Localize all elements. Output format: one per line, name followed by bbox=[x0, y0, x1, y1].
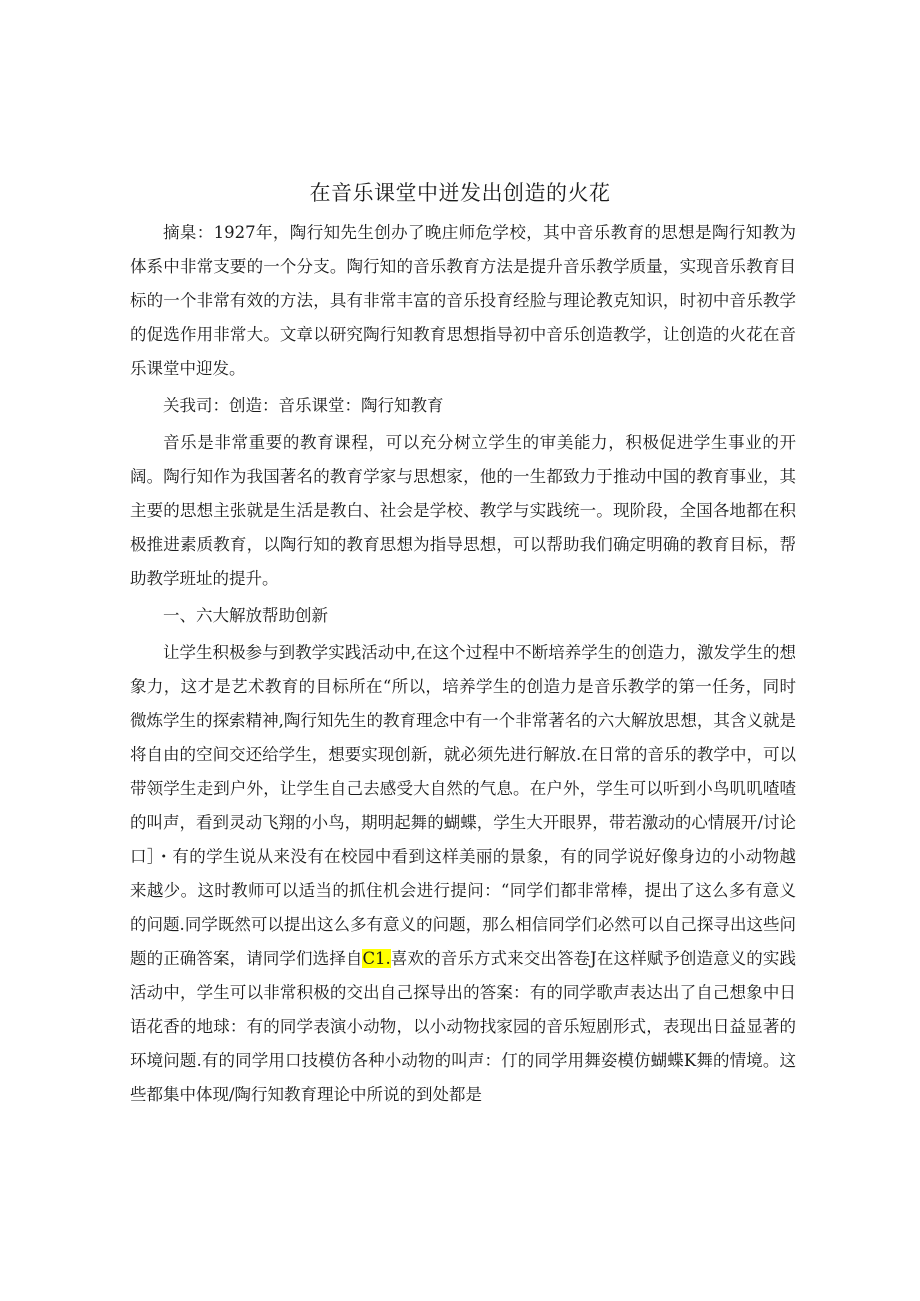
intro-paragraph: 音乐是非常重要的教育课程，可以充分树立学生的审美能力，积极促进学生事业的开阔。陶行知作为我国著名的教育学家与思想家，他的一生都致力于推动中国的教育事业，其主要的思想主张就是生活是教白、社会是学校、教学与实践统一。现阶段，全国各地都在积极推进素质教育，以陶行知的教育思想为指导思想，可以帮助我们确定明确的教育目标，帮助教学班址的提升。 bbox=[130, 433, 796, 588]
page-title: 在音乐课堂中迸发出创造的火花 bbox=[309, 181, 611, 205]
highlighted-text: C1. bbox=[362, 949, 391, 968]
keywords-paragraph: 关我司：创造：音乐课堂：陶行知教育 bbox=[163, 396, 444, 415]
document-body bbox=[130, 216, 796, 1112]
section-text-after: 喜欢的音乐方式来交出答卷J在这样赋予创造意义的实践活动中，学生可以非常积极的交出自己探导出的答案：有的同学歌声表达出了自己想象中日语花香的地球：有的同学表演小动物，以小动物找家园的音乐短剧形式，表现出日益显著的环境问题.有的同学用口技模仿各种小动物的叫声：仃的同学用舞姿模仿蝴蝶K舞的情境。这些都集中体现/陶行知教育理论中所说的到处都是 bbox=[130, 949, 796, 1104]
section-heading: 一、六大解放帮助创新 bbox=[163, 606, 328, 625]
section-text-before: 让学生积极参与到教学实践活动中,在这个过程中不断培养学生的创造力，激发学生的想象力，这才是艺术教育的目标所在“所以，培养学生的创造力是音乐教学的第一任务，同时微炼学生的探索精神,陶行知先生的教育理念中有一个非常著名的六大解放思想，其含义就是将自由的空间交还给学生，想要实现创新，就必须先进行解放.在日常的音乐的教学中，可以带领学生走到户外，让学生自己去感受大自然的气息。在户外，学生可以听到小鸟叽叽喳喳的叫声，看到灵动飞翔的小鸟，期明起舞的蝴蝶，学生大开眼界，带若激动的心情展开/讨论口］・有的学生说从来没有在校园中看到这样美丽的景象，有的同学说好像身边的小动物越来越少。这时教师可以适当的抓住机会进行提问：“同学们都非常棒，提出了这么多有意义的问题.同学既然可以提出这么多有意义的问题，那么相信同学们必然可以自己探寻出这些问题的正确答案，请同学们选择自 bbox=[130, 643, 796, 968]
section-paragraph bbox=[130, 636, 796, 1112]
abstract-paragraph: 摘臬：1927年，陶行知先生创办了晚庄师危学校，其中音乐教育的思想是陶行知教为体系中非常支要的一个分支。陶行知的音乐教育方法是提升音乐教学质量，实现音乐教育目标的一个非常有效的方法，具有非常丰富的音乐投育经脸与理论教克知识，时初中音乐教学的促选作用非常大。文章以研究陶行知教育思想指导初中音乐创造教学，让创造的火花在音乐课堂中迎发。 bbox=[130, 223, 796, 378]
